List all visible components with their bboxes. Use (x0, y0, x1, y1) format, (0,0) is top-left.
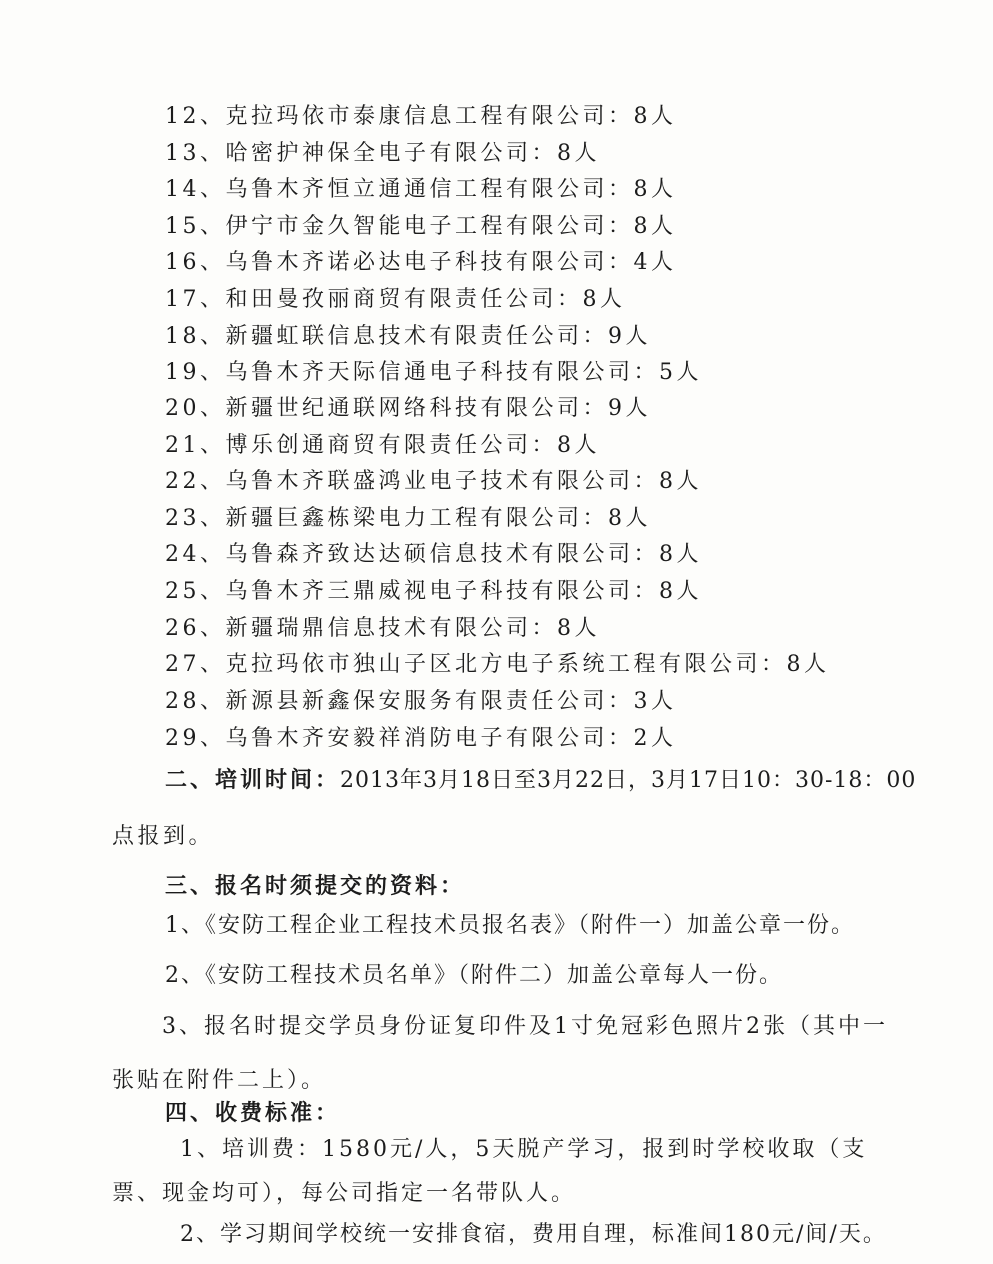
list-item: 15、伊宁市金久智能电子工程有限公司：8人 (165, 214, 677, 239)
list-item: 24、乌鲁森齐致达达硕信息技术有限公司：8人 (165, 542, 702, 567)
section-heading-materials: 三、报名时须提交的资料： (165, 873, 466, 899)
list-item: 20、新疆世纪通联网络科技有限公司：9人 (165, 396, 651, 421)
materials-item: 2、《安防工程技术员名单》（附件二）加盖公章每人一份。 (165, 963, 783, 988)
list-item: 23、新疆巨鑫栋梁电力工程有限公司：8人 (165, 506, 651, 531)
list-item: 14、乌鲁木齐恒立通通信工程有限公司：8人 (165, 177, 677, 202)
list-item: 26、新疆瑞鼎信息技术有限公司：8人 (165, 616, 600, 641)
list-item: 12、克拉玛依市泰康信息工程有限公司：8人 (165, 104, 677, 129)
list-item: 13、哈密护神保全电子有限公司：8人 (165, 141, 600, 166)
list-item: 18、新疆虹联信息技术有限责任公司：9人 (165, 324, 651, 349)
list-item: 27、克拉玛依市独山子区北方电子系统工程有限公司：8人 (165, 652, 830, 677)
section-heading-training-time (165, 765, 916, 796)
training-time-continuation: 点报到。 (112, 824, 215, 849)
training-dates: 2013年3月18日至3月22日，3月17日10：30-18：00 (340, 768, 917, 793)
list-item: 29、乌鲁木齐安毅祥消防电子有限公司：2人 (165, 726, 677, 751)
fees-item: 2、学习期间学校统一安排食宿，费用自理，标准间180元/间/天。 (180, 1222, 887, 1247)
fees-item: 1、培训费：1580元/人，5天脱产学习，报到时学校收取（支票、现金均可），每公司指定一名带队人。 (112, 1137, 868, 1206)
materials-item: 3、报名时提交学员身份证复印件及1寸免冠彩色照片2张（其中一张贴在附件二上）。 (112, 1014, 888, 1093)
section-heading-fees: 四、收费标准： (165, 1100, 341, 1126)
list-item: 21、博乐创通商贸有限责任公司：8人 (165, 433, 600, 458)
list-item: 16、乌鲁木齐诺必达电子科技有限公司：4人 (165, 250, 677, 275)
list-item: 17、和田曼孜丽商贸有限责任公司：8人 (165, 287, 626, 312)
list-item: 25、乌鲁木齐三鼎威视电子科技有限公司：8人 (165, 579, 702, 604)
list-item: 22、乌鲁木齐联盛鸿业电子技术有限公司：8人 (165, 469, 702, 494)
list-item: 19、乌鲁木齐天际信通电子科技有限公司：5人 (165, 360, 702, 385)
materials-item: 1、《安防工程企业工程技术员报名表》（附件一）加盖公章一份。 (165, 913, 855, 938)
section-heading-label: 二、培训时间： (165, 767, 341, 793)
list-item: 28、新源县新鑫保安服务有限责任公司：3人 (165, 689, 677, 714)
